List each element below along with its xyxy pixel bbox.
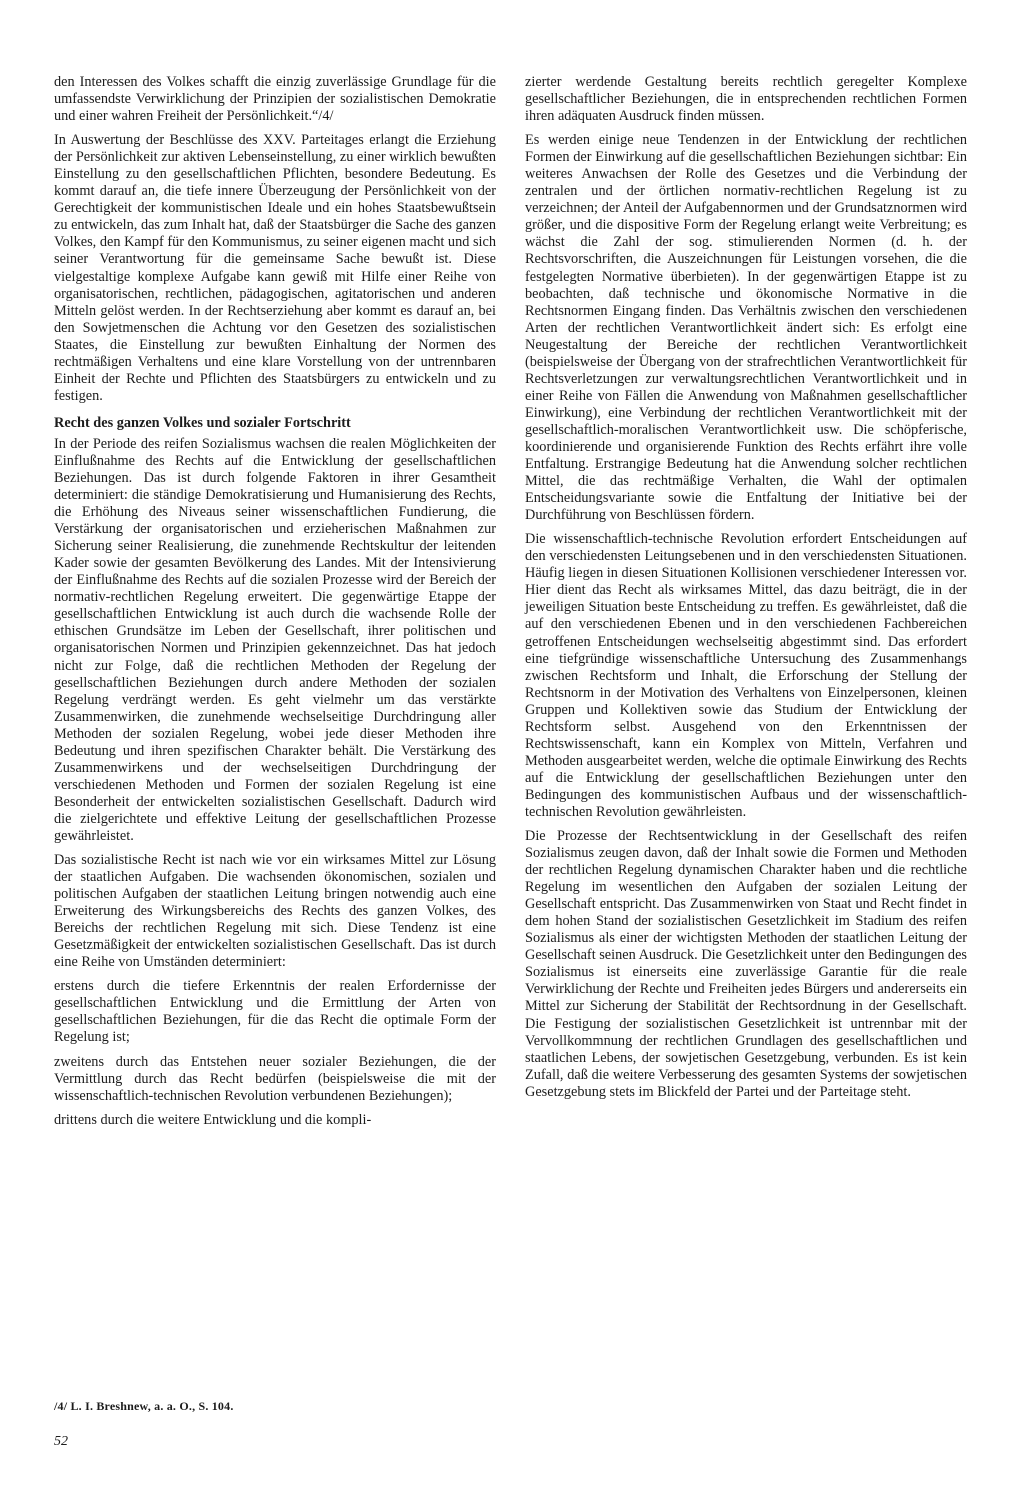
footnote: /4/ L. I. Breshnew, a. a. O., S. 104. [54,1399,234,1413]
left-column [54,74,496,1136]
paragraph: In Auswertung der Beschlüsse des XXV. Parteitages erlangt die Erziehung der Persönlichkeit zur aktiven Lebenseinstellung, zu einer wirklich bewußten Einstellung zu den gesellschaftlichen Pflichten, besondere Bedeutung. Es kommt darauf an, die tiefe innere Überzeugung der Persönlichkeit von der Gerechtigkeit der kommunistischen Ideale und ein hohes Staatsbewußtsein zu entwickeln, das zum Inhalt hat, daß der Staatsbürger die Sache des ganzen Volkes, den Kampf für den Kommunismus, zu seiner eigenen macht und sich seiner Verantwortung für die gemeinsame Sache bewußt ist. Diese vielgestaltige komplexe Aufgabe kann gewiß mit Hilfe einer Reihe von organisatorischen, rechtlichen, pädagogischen, agitatorischen und anderen Mitteln gelöst werden. In der Rechtserziehung aber kommt es darauf an, bei den Sowjetmenschen die Achtung vor den Gesetzen des sozialistischen Staates, die Einstellung zur bewußten Einhaltung der Normen des rechtmäßigen Verhaltens und eine klare Vorstellung von der untrennbaren Einheit der Rechte und Pflichten des Staatsbürgers zu entwickeln und zu festigen. [54,132,496,404]
paragraph: drittens durch die weitere Entwicklung und die kompli- [54,1111,372,1128]
paragraph: Das sozialistische Recht ist nach wie vor ein wirksames Mittel zur Lösung der staatlichen Aufgaben. Die wachsenden ökonomischen, sozialen und politischen Aufgaben der staatlichen Leitung bringen notwendig auch eine Erweiterung des Wirkungsbereichs des Rechts des ganzen Volkes, des Bereichs der rechtlichen Regelung mit sich. Diese Tendenz ist eine Gesetzmäßigkeit der entwickelten sozialistischen Gesellschaft. Das ist durch eine Reihe von Umständen determiniert: [54,852,496,971]
paragraph: den Interessen des Volkes schafft die einzig zuverlässige Grundlage für die umfassendste Verwirklichung der Prinzipien der sozialistischen Demokratie und einer wahren Freiheit der Persönlichkeit.“/4/ [54,74,496,125]
paragraph: In der Periode des reifen Sozialismus wachsen die realen Möglichkeiten der Einflußnahme des Rechts auf die Entwicklung der gesellschaftlichen Beziehungen. Das ist durch folgende Faktoren in ihrer Gesamtheit determiniert: die ständige Demokratisierung und Humanisierung des Rechts, die Erhöhung des Niveaus seiner wissenschaftlichen Fundierung, die Verstärkung der organisatorischen und erzieherischen Maßnahmen zur Sicherung seiner Realisierung, die zunehmende Rechtskultur der leitenden Kader sowie der gesamten Bevölkerung des Landes. Mit der Intensivierung der Einflußnahme des Rechts auf die sozialen Prozesse wird der Bereich der normativ-rechtlichen Regelung erweitert. Die gegenwärtige Etappe der gesellschaftlichen Entwicklung ist auch durch die wachsende Rolle der ethischen Grundsätze im Leben der Gesellschaft, ihrer politischen und organisatorischen Normen und Prinzipien gekennzeichnet. Das hat jedoch nicht zur Folge, daß die rechtlichen Methoden der Regelung der gesellschaftlichen Beziehungen durch andere Methoden der sozialen Regelung verdrängt werden. Es geht vielmehr um das verstärkte Zusammenwirken, die zunehmende wechselseitige Durchdringung aller Methoden der sozialen Regelung, wobei jede dieser Methoden ihre Bedeutung und ihren spezifischen Charakter behält. Die Verstärkung des Zusammenwirkens und der wechselseitigen Durchdringung der verschiedenen Methoden und Formen der sozialen Regelung ist eine Besonderheit der entwickelten sozialistischen Gesellschaft. Dadurch wird die zielgerichtete und effektive Leitung der gesellschaftlichen Prozesse gewährleistet. [54,435,496,844]
paragraph: Die Prozesse der Rechtsentwicklung in der Gesellschaft des reifen Sozialismus zeugen davon, daß der Inhalt sowie die Formen und Methoden der rechtlichen Regelung dynamischen Charakter haben und die rechtliche Regelung im wesentlichen den Aufgaben der sozialen Leitung der Gesellschaft entspricht. Das Zusammenwirken von Staat und Recht findet in dem hohen Stand der sozialistischen Gesetzlichkeit im Stadium des reifen Sozialismus als einer der wichtigsten Methoden der staatlichen Leitung der Gesellschaft seinen Ausdruck. Die Gesetzlichkeit unter den Bedingungen des Sozialismus ist einerseits eine zuverlässige Garantie für die reale Verwirklichung der Rechte und Freiheiten jedes Bürgers und andererseits ein Mittel zur Sicherung der Stabilität der Rechtsordnung in der Gesellschaft. Die Festigung der sozialistischen Gesetzlichkeit ist untrennbar mit der Vervollkommnung der rechtlichen Grundlagen des gesellschaftlichen und staatlichen Lebens, der sowjetischen Gesetzgebung, verbunden. Es ist kein Zufall, daß die weitere Verbesserung des gesamten Systems der sowjetischen Gesetzgebung stets im Blickfeld der Partei und der Parteitage steht. [525,828,967,1100]
paragraph: Die wissenschaftlich-technische Revolution erfordert Entscheidungen auf den verschiedensten Leitungsebenen und in den verschiedensten Situationen. Häufig liegen in diesen Situationen Kollisionen verschiedener Interessen vor. Hier dient das Recht als wirksames Mittel, das dazu beiträgt, die in der jeweiligen Situation beste Entscheidung zu treffen. Es gewährleistet, daß die auf den verschiedenen Ebenen und in den verschiedenen Fachbereichen getroffenen Entscheidungen wechselseitig abgestimmt sind. Das erfordert eine tiefgründige wissenschaftliche Untersuchung des Zusammenhangs zwischen Rechtsform und Inhalt, die Erforschung der Stellung der Rechtsnorm in der Motivation des Verhaltens von Einzelpersonen, kleinen Gruppen und Kollektiven sowie das Studium der Entwicklung der Rechtsform selbst. Ausgehend von den Erkenntnissen der Rechtswissenschaft, kann ein Komplex von Mitteln, Verfahren und Methoden ausgearbeitet werden, welche die optimale Einwirkung des Rechts auf die Entwicklung der gesellschaftlichen Beziehungen unter den Bedingungen des kommunistischen Aufbaus und der wissenschaftlich-technischen Revolution gewährleisten. [525,531,967,820]
paragraph: zweitens durch das Entstehen neuer sozialer Beziehungen, die der Vermittlung durch das Recht bedürfen (beispielsweise die mit der wissenschaftlich-technischen Revolution verbundenen Beziehungen); [54,1053,496,1104]
section-heading: Recht des ganzen Volkes und sozialer Fortschritt [54,414,351,431]
paragraph: Es werden einige neue Tendenzen in der Entwicklung der rechtlichen Formen der Einwirkung auf die gesellschaftlichen Beziehungen sichtbar: Ein weiteres Anwachsen der Rolle des Gesetzes und die Verbindung der zentralen und der örtlichen normativ-rechtlichen Regelung ist zu verzeichnen; der Anteil der Aufgabennormen und der Grundsatznormen wird größer, und die dispositive Form der Regelung erlangt weite Verbreitung; es wächst die Zahl der sog. stimulierenden Normen (d. h. der Rechtsvorschriften, die Auszeichnungen für Leistungen vorsehen, die die festgelegten Normative überbieten). In der gegenwärtigen Etappe ist zu beobachten, daß technische und ökonomische Normative in die Rechtsnormen Eingang finden. Das Verhältnis zwischen den verschiedenen Arten der rechtlichen Verantwortlichkeit ändert sich: Es erfolgt eine Neugestaltung der Bereiche der rechtlichen Verantwortlichkeit (beispielsweise der Übergang von der strafrechtlichen Verantwortlichkeit für Rechtsverletzungen zur verwaltungsrechtlichen Verantwortlichkeit und in einer Reihe von Fällen die Anwendung von Maßnahmen gesellschaftlicher Einwirkung), eine Verbindung der rechtlichen Verantwortlichkeit mit der gesellschaftlich-moralischen Verantwortlichkeit usw. Die schöpferische, koordinierende und organisierende Funktion des Rechts erfährt ihre volle Entfaltung. Erstrangige Bedeutung hat die Anwendung solcher rechtlichen Mittel, die das rechtmäßige Verhalten, die Wahl der optimalen Entscheidungsvariante sowie die Entfaltung der Initiative bei der Durchführung von Beschlüssen fördern. [525,132,967,524]
right-column [525,74,967,1108]
paragraph: zierter werdende Gestaltung bereits rechtlich geregelter Komplexe gesellschaftlicher Beziehungen, die in entsprechenden rechtlichen Formen ihren adäquaten Ausdruck finden müssen. [525,74,967,125]
page-number: 52 [54,1434,68,1449]
paragraph: erstens durch die tiefere Erkenntnis der realen Erfordernisse der gesellschaftlichen Entwicklung und die Ermittlung der Arten von gesellschaftlichen Beziehungen, für die das Recht die optimale Form der Regelung ist; [54,978,496,1046]
